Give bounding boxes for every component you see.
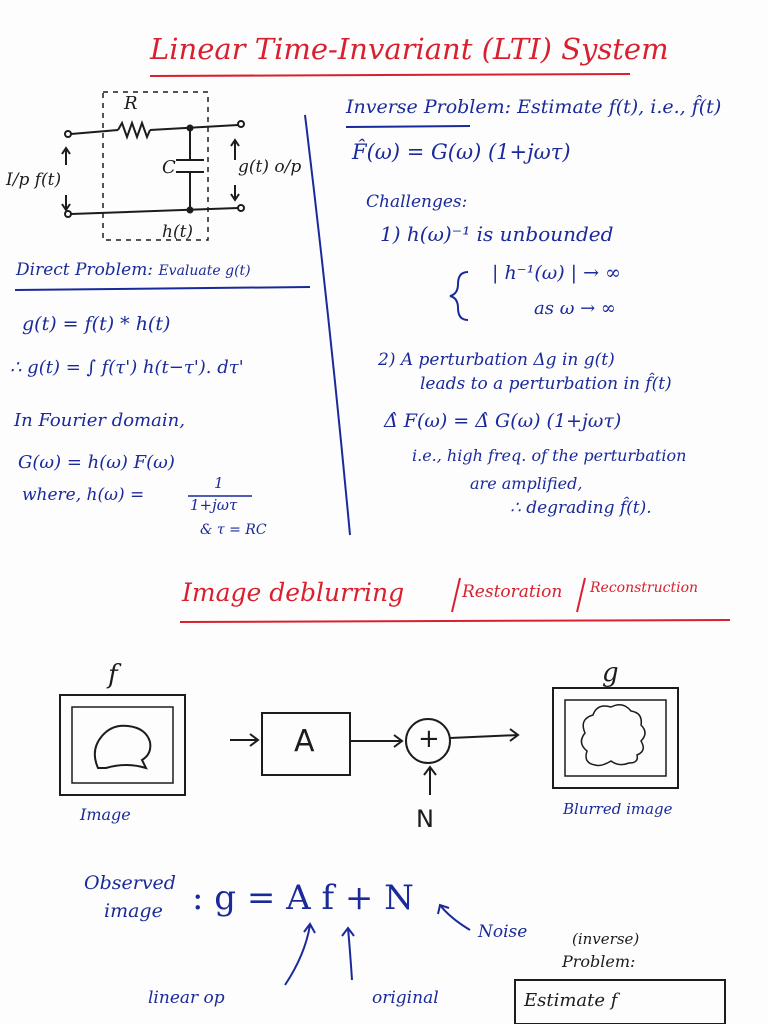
direct-underline [15, 287, 310, 290]
transfer-fn-numerator: 1 [214, 474, 224, 492]
observed-label-1: Observed [84, 872, 176, 894]
rc-circuit [62, 92, 244, 240]
challenge-2-line1: 2) A perturbation Δg in g(t) [378, 350, 615, 370]
fourier-heading: In Fourier domain, [14, 410, 185, 431]
deblur-title-2: Restoration [462, 582, 563, 602]
inverse-eq: F̂(ω) = G(ω) (1+jωτ) [352, 140, 571, 164]
estimate-label: Estimate f [524, 990, 618, 1011]
output-terminal-bottom [238, 205, 244, 211]
inverse-underline [346, 126, 470, 127]
input-terminal-bottom [65, 211, 71, 217]
head-shape [95, 726, 151, 768]
inverse-label-2: Problem: [562, 952, 636, 971]
inverse-problem-task: Estimate f(t), i.e., f̂(t) [517, 96, 722, 118]
challenge-2-line6: ∴ degrading f̂(t). [510, 498, 652, 518]
output-terminal-top [238, 121, 244, 127]
input-label: I/p f(t) [6, 170, 62, 190]
system-box [103, 92, 208, 240]
deblur-title-3: Reconstruction [590, 580, 699, 596]
block-diagram [60, 688, 678, 795]
g-label: g [602, 658, 619, 688]
deblur-underline [180, 620, 730, 622]
tau-definition: & τ = RC [200, 522, 267, 538]
linear-op-label: linear op [148, 988, 225, 1008]
noise-input-label: N [416, 805, 434, 833]
challenges-heading: Challenges: [366, 192, 468, 212]
challenge-2-line2: leads to a perturbation in f̂(t) [420, 374, 672, 394]
direct-problem-task: Evaluate g(t) [158, 263, 251, 279]
sum-label: + [418, 724, 440, 754]
convolution-eq: g(t) = f(t) * h(t) [22, 313, 171, 335]
title-underline [150, 74, 630, 76]
resistor [118, 123, 150, 137]
transfer-fn-denominator: 1+jωτ [190, 496, 238, 514]
challenge-1-limit: | h⁻¹(ω) | → ∞ [492, 262, 621, 284]
blurred-caption: Blurred image [563, 800, 673, 818]
observed-label-2: image [104, 900, 163, 922]
challenge-1: 1) h(ω)⁻¹ is unbounded [380, 222, 614, 246]
blurry-head-shape [581, 705, 645, 766]
challenge-2-line4: i.e., high freq. of the perturbation [412, 446, 687, 465]
system-label: h(t) [162, 222, 194, 242]
resistor-label: R [124, 93, 138, 114]
inverse-problem-heading: Inverse Problem: [346, 96, 512, 118]
challenge-2-eq: Δ̂ F(ω) = Δ̂ G(ω) (1+jωτ) [384, 410, 622, 432]
f-label: f [108, 660, 118, 690]
observation-eq: : g = A f + N [192, 878, 414, 918]
blurred-frame [553, 688, 678, 788]
page-title: Linear Time-Invariant (LTI) System [150, 32, 669, 66]
capacitor-label: C [162, 157, 176, 178]
integral-eq: ∴ g(t) = ∫ f(τ') h(t−τ'). dτ' [10, 357, 244, 378]
deblur-title-1: Image deblurring [182, 578, 405, 607]
operator-label: A [294, 724, 315, 759]
input-terminal-top [65, 131, 71, 137]
challenge-1-condition: as ω → ∞ [534, 298, 616, 319]
fourier-eq: G(ω) = h(ω) F(ω) [18, 452, 175, 473]
inverse-label-1: (inverse) [572, 930, 640, 948]
transfer-fn-prefix: where, h(ω) = [22, 485, 145, 505]
original-label: original [372, 988, 439, 1008]
noise-label: Noise [478, 922, 528, 942]
column-divider [305, 115, 350, 535]
image-caption: Image [80, 805, 131, 824]
direct-problem-heading: Direct Problem: [16, 260, 154, 280]
output-label: g(t) o/p [238, 157, 302, 177]
image-frame [60, 695, 185, 795]
brace [450, 272, 468, 320]
challenge-2-line5: are amplified, [470, 474, 583, 493]
